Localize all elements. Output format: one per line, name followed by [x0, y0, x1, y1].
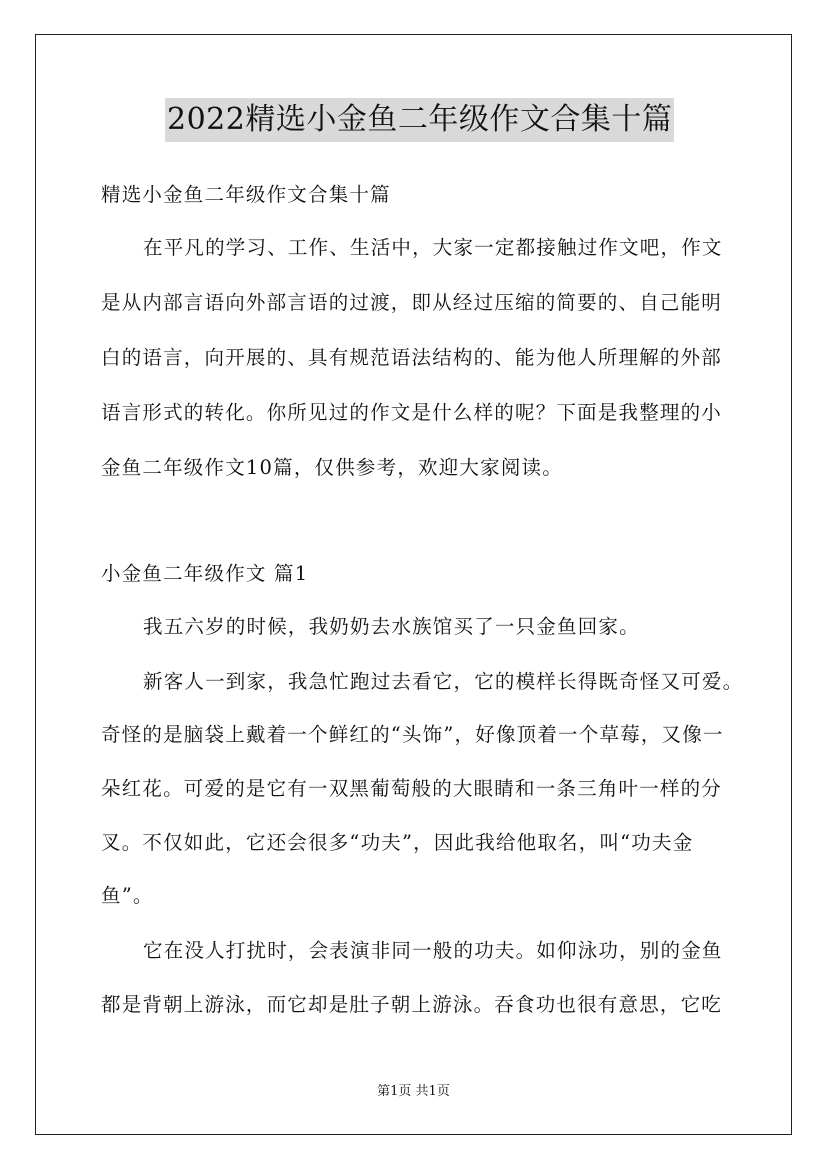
section-heading: 小金鱼二年级作文 篇1	[101, 562, 309, 585]
document-title: 2022精选小金鱼二年级作文合集十篇	[165, 98, 674, 142]
intro-line: 金鱼二年级作文10篇，仅供参考，欢迎大家阅读。	[101, 456, 563, 479]
body-line: 朵红花。可爱的是它有一双黑葡萄般的大眼睛和一条三角叶一样的分	[101, 777, 723, 800]
intro-line: 语言形式的转化。你所见过的作文是什么样的呢？下面是我整理的小	[101, 401, 723, 424]
body-line: 我五六岁的时候，我奶奶去水族馆买了一只金鱼回家。	[143, 615, 640, 638]
intro-line: 是从内部言语向外部言语的过渡，即从经过压缩的简要的、自己能明	[101, 291, 723, 314]
body-line: 新客人一到家，我急忙跑过去看它，它的模样长得既奇怪又可爱。	[143, 670, 744, 693]
intro-line: 白的语言，向开展的、具有规范语法结构的、能为他人所理解的外部	[101, 346, 723, 369]
page-number: 第1页 共1页	[377, 1084, 450, 1099]
body-line: 鱼”。	[101, 884, 154, 907]
document-subtitle: 精选小金鱼二年级作文合集十篇	[101, 183, 391, 206]
body-line: 叉。不仅如此，它还会很多“功夫”，因此我给他取名，叫“功夫金	[101, 831, 694, 854]
body-line: 它在没人打扰时，会表演非同一般的功夫。如仰泳功，别的金鱼	[143, 939, 723, 962]
body-line: 奇怪的是脑袋上戴着一个鲜红的“头饰”，好像顶着一个草莓，又像一	[101, 723, 724, 746]
body-line: 都是背朝上游泳，而它却是肚子朝上游泳。吞食功也很有意思，它吃	[101, 993, 723, 1016]
intro-line: 在平凡的学习、工作、生活中，大家一定都接触过作文吧，作文	[143, 236, 723, 259]
